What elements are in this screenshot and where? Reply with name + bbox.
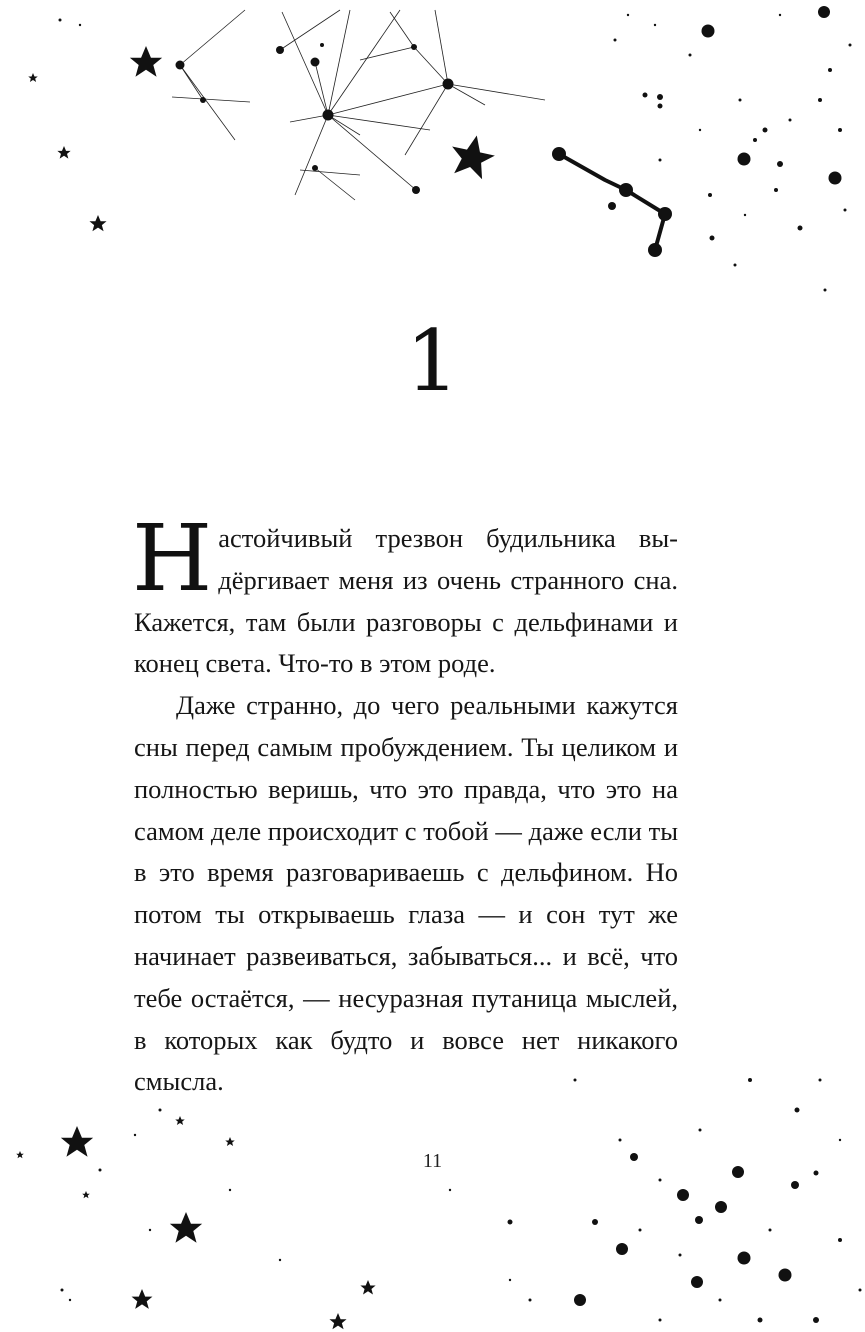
star-dots-bottom	[61, 1078, 862, 1323]
paragraph-first	[132, 505, 678, 685]
page-number: 11	[422, 1150, 443, 1172]
chapter-text	[132, 505, 678, 1103]
chapter-number: 1	[405, 312, 460, 410]
drop-cap: Н	[132, 505, 213, 612]
paragraph-second: Даже странно, до чего реальными кажутся сны перед самым пробуждением. Ты целиком и полностью веришь, что это правда, что это на самом деле происходит с тобой — даже если ты в это время разговариваешь с дельфином. Но потом ты открываешь глаза — и сон тут же начинает развеиваться, забываться... и всё, что тебе остаётся, — несуразная путаница мыслей, в которых как будто и вовсе нет никакого смысла.	[134, 690, 678, 1097]
constellation-thin-lines	[172, 10, 545, 200]
paragraph-1-text: астойчивый трезвон будильника выдёргивает меня из очень странного сна. Кажется, там были разговоры с дельфинами и конец света. Что-то в этом роде.	[134, 523, 678, 679]
